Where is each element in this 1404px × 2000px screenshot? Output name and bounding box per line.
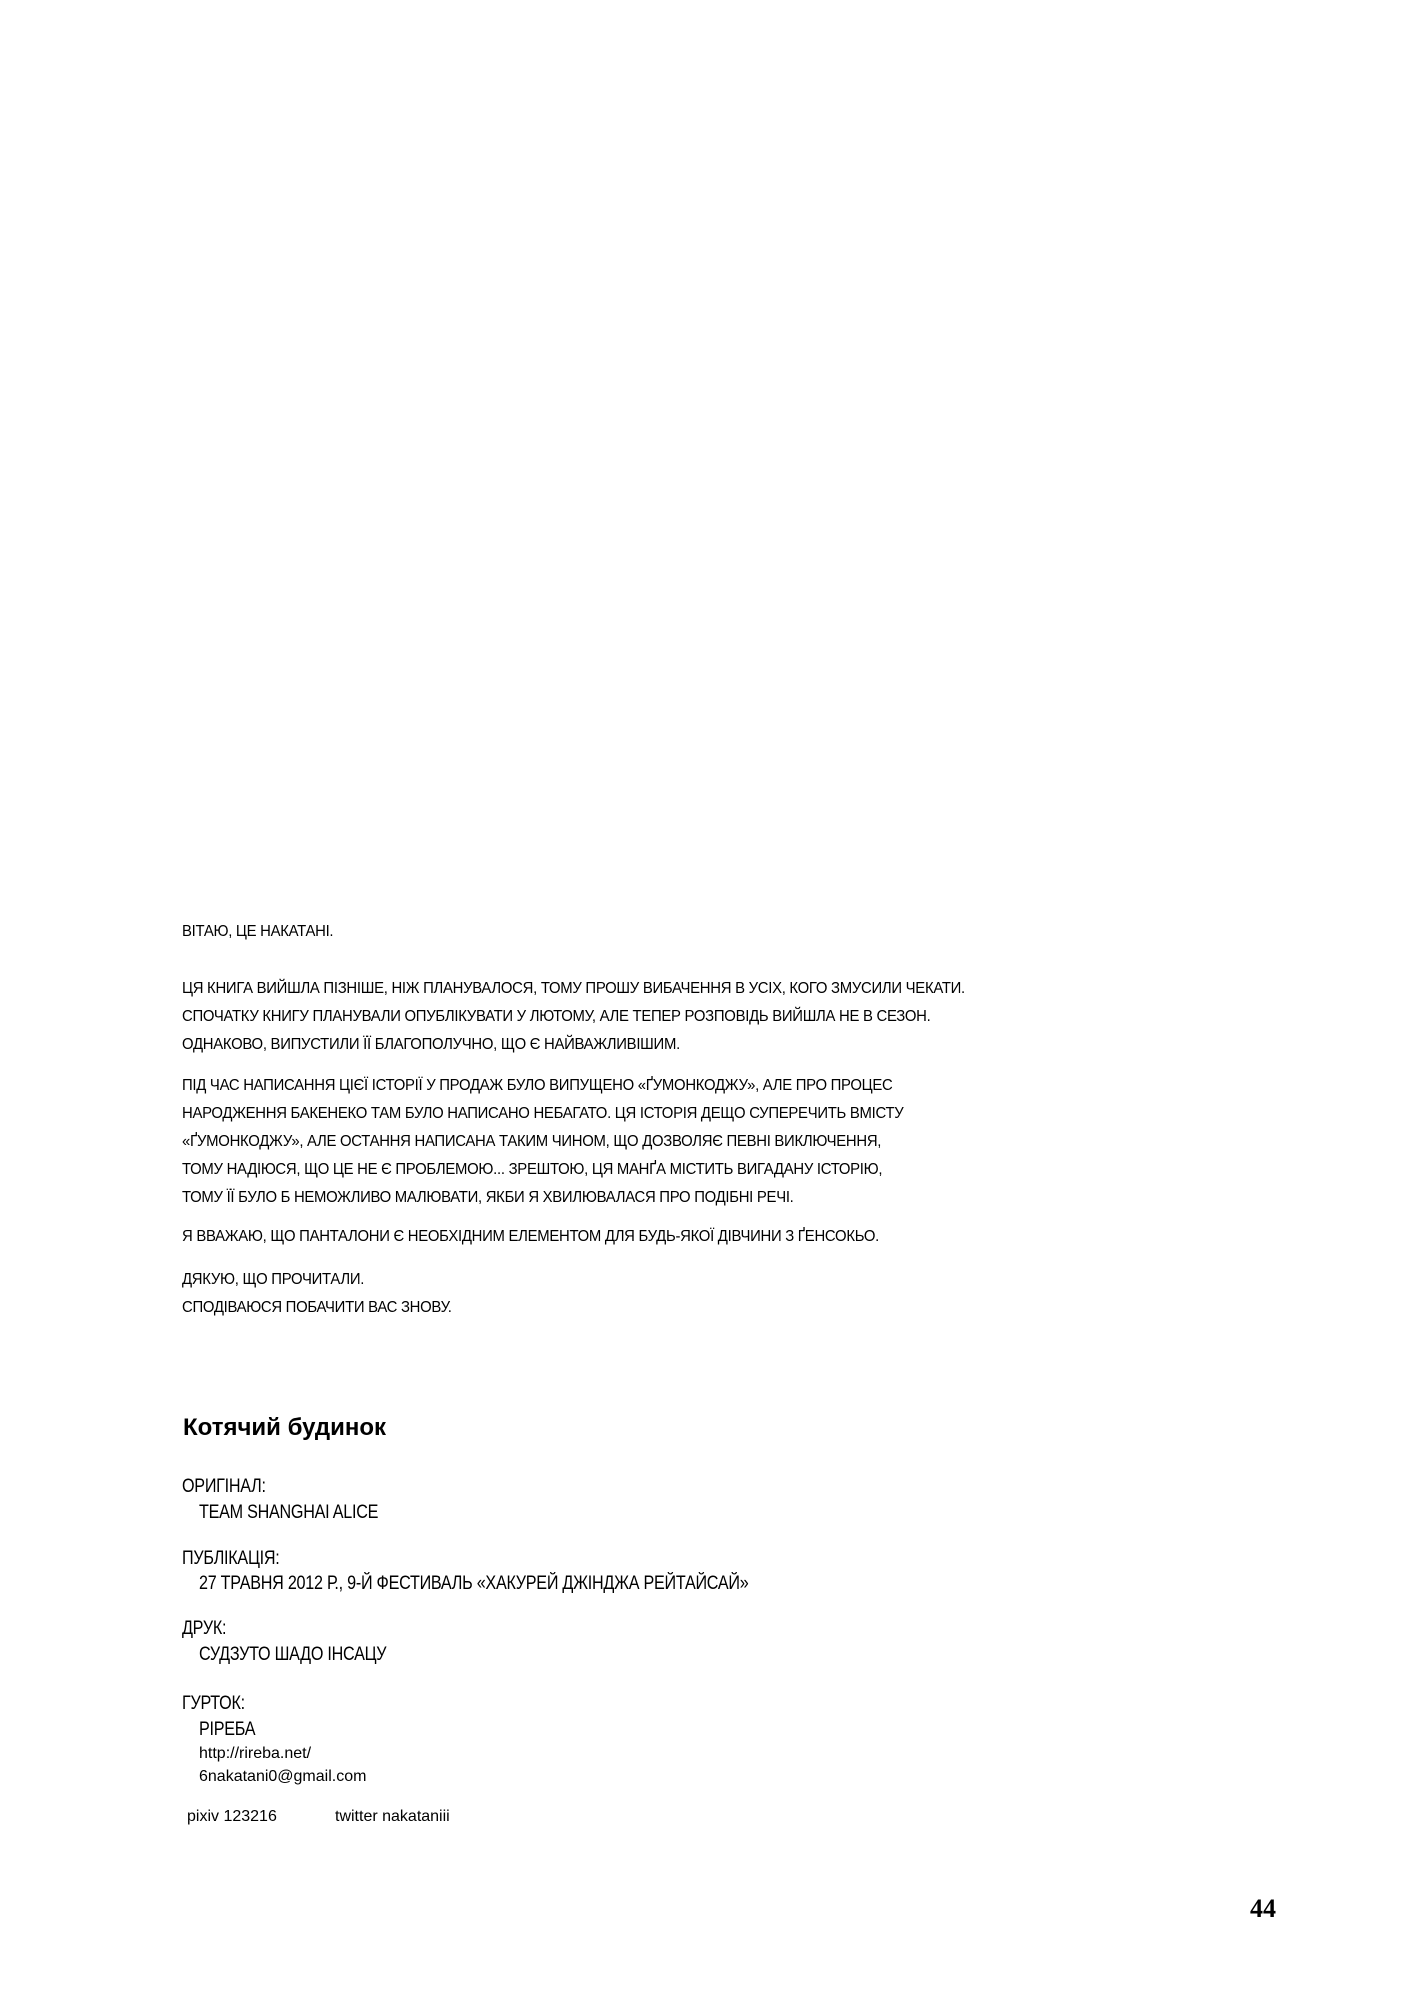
paragraph-line: ПІД ЧАС НАПИСАННЯ ЦІЄЇ ІСТОРІЇ У ПРОДАЖ БУЛО ВИПУЩЕНО «ҐУМОНКОДЖУ», АЛЕ ПРО ПРОЦЕС [182, 1077, 893, 1094]
paragraph-line: ТОМУ ЇЇ БУЛО Б НЕМОЖЛИВО МАЛЮВАТИ, ЯКБИ Я ХВИЛЮВАЛАСЯ ПРО ПОДІБНІ РЕЧІ. [182, 1189, 794, 1206]
paragraph-line: ДЯКУЮ, ЩО ПРОЧИТАЛИ. [182, 1271, 365, 1288]
paragraph-line: ОДНАКОВО, ВИПУСТИЛИ ЇЇ БЛАГОПОЛУЧНО, ЩО Є НАЙВАЖЛИВІШИМ. [182, 1036, 680, 1053]
publication-value: 27 ТРАВНЯ 2012 Р., 9-Й ФЕСТИВАЛЬ «ХАКУРЕЙ ДЖІНДЖА РЕЙТАЙСАЙ» [199, 1573, 749, 1594]
paragraph-line: ТОМУ НАДІЮСЯ, ЩО ЦЕ НЕ Є ПРОБЛЕМОЮ... ЗРЕШТОЮ, ЦЯ МАНҐА МІСТИТЬ ВИГАДАНУ ІСТОРІЮ, [182, 1161, 883, 1178]
page-number: 44 [1250, 1894, 1276, 1923]
original-value: TEAM SHANGHAI ALICE [199, 1502, 379, 1523]
paragraph-line: ЦЯ КНИГА ВИЙШЛА ПІЗНІШЕ, НІЖ ПЛАНУВАЛОСЯ, ТОМУ ПРОШУ ВИБАЧЕННЯ В УСІХ, КОГО ЗМУСИЛИ ЧЕКАТИ. [182, 980, 965, 997]
publication-label: ПУБЛІКАЦІЯ: [182, 1548, 280, 1569]
paragraph-line: СПОДІВАЮСЯ ПОБАЧИТИ ВАС ЗНОВУ. [182, 1299, 452, 1316]
print-label: ДРУК: [182, 1618, 227, 1639]
email: 6nakatani0@gmail.com [199, 1768, 367, 1785]
pixiv-id: pixiv 123216 [187, 1808, 277, 1825]
circle-label: ГУРТОК: [182, 1693, 245, 1714]
website-link: http://rireba.net/ [199, 1745, 312, 1762]
paragraph-line: Я ВВАЖАЮ, ЩО ПАНТАЛОНИ Є НЕОБХІДНИМ ЕЛЕМЕНТОМ ДЛЯ БУДЬ-ЯКОЇ ДІВЧИНИ З ҐЕНСОКЬО. [182, 1228, 880, 1245]
circle-value: РІРEБА [199, 1719, 256, 1740]
greeting: ВІТАЮ, ЦЕ НАКАТАНІ. [182, 923, 334, 940]
book-title: Котячий будинок [183, 1414, 386, 1441]
twitter-handle: twitter nakataniii [335, 1808, 450, 1825]
paragraph-line: СПОЧАТКУ КНИГУ ПЛАНУВАЛИ ОПУБЛІКУВАТИ У ЛЮТОМУ, АЛЕ ТЕПЕР РОЗПОВІДЬ ВИЙШЛА НЕ В СЕЗОН. [182, 1008, 931, 1025]
paragraph-line: «ҐУМОНКОДЖУ», АЛЕ ОСТАННЯ НАПИСАНА ТАКИМ ЧИНОМ, ЩО ДОЗВОЛЯЄ ПЕВНІ ВИКЛЮЧЕННЯ, [182, 1133, 882, 1150]
paragraph-line: НАРОДЖЕННЯ БАКЕНЕКО ТАМ БУЛО НАПИСАНО НЕБАГАТО. ЦЯ ІСТОРІЯ ДЕЩО СУПЕРЕЧИТЬ ВМІСТУ [182, 1105, 904, 1122]
original-label: ОРИГІНАЛ: [182, 1476, 266, 1497]
print-value: СУДЗУТО ШАДО ІНСАЦУ [199, 1644, 387, 1665]
